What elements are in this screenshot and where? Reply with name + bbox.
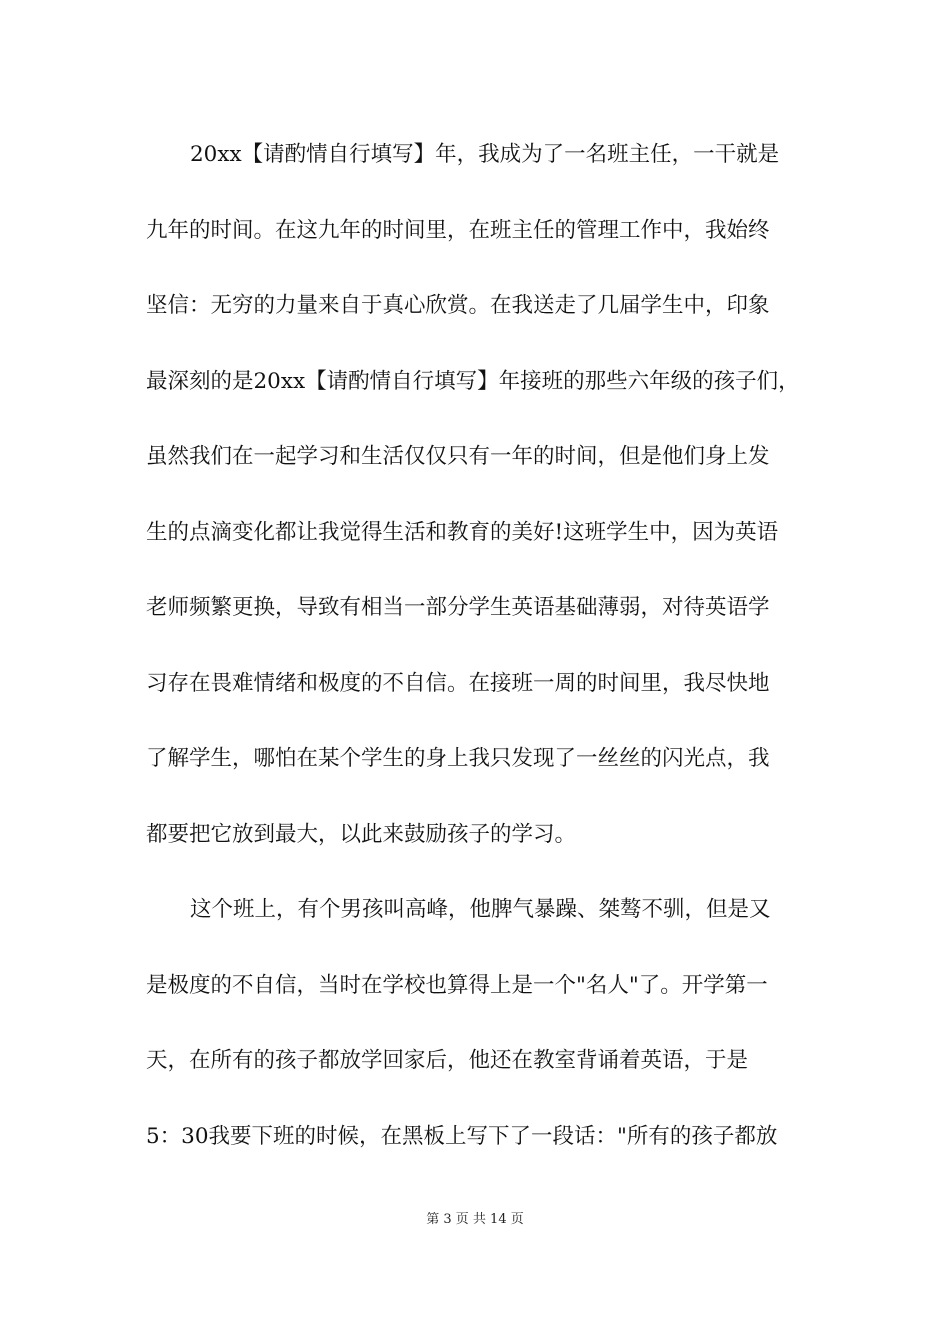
paragraph-1-line: 九年的时间。在这九年的时间里，在班主任的管理工作中，我始终 — [146, 217, 770, 243]
paragraph-1-line: 20xx【请酌情自行填写】年，我成为了一名班主任，一干就是 — [190, 142, 780, 167]
paragraph-2-line: 天，在所有的孩子都放学回家后，他还在教室背诵着英语，于是 — [146, 1048, 749, 1073]
page-footer — [0, 1208, 950, 1227]
paragraph-1-line: 最深刻的是20xx【请酌情自行填写】年接班的那些六年级的孩子们， — [146, 368, 800, 394]
paragraph-2-line: 是极度的不自信，当时在学校也算得上是一个"名人"了。开学第一 — [146, 972, 768, 998]
paragraph-2-line: 这个班上，有个男孩叫高峰，他脾气暴躁、桀骜不驯，但是又 — [190, 897, 771, 922]
paragraph-1-line: 老师频繁更换，导致有相当一部分学生英语基础薄弱，对待英语学 — [146, 595, 770, 620]
paragraph-1-line: 习存在畏难情绪和极度的不自信。在接班一周的时间里，我尽快地 — [146, 670, 770, 696]
paragraph-1-line: 了解学生，哪怕在某个学生的身上我只发现了一丝丝的闪光点，我 — [146, 746, 770, 771]
document-body — [146, 130, 811, 1187]
page-number-label: 第 3 页 共 14 页 — [426, 1212, 524, 1227]
paragraph-1-line: 虽然我们在一起学习和生活仅仅只有一年的时间，但是他们身上发 — [146, 444, 770, 469]
paragraph-1-line: 坚信：无穷的力量来自于真心欣赏。在我送走了几届学生中，印象 — [146, 293, 770, 318]
paragraph-1-line: 都要把它放到最大，以此来鼓励孩子的学习。 — [146, 821, 577, 847]
paragraph-2-line: 5：30我要下班的时候，在黑板上写下了一段话："所有的孩子都放 — [146, 1123, 778, 1149]
paragraph-1-line: 生的点滴变化都让我觉得生活和教育的美好!这班学生中，因为英语 — [146, 519, 779, 545]
